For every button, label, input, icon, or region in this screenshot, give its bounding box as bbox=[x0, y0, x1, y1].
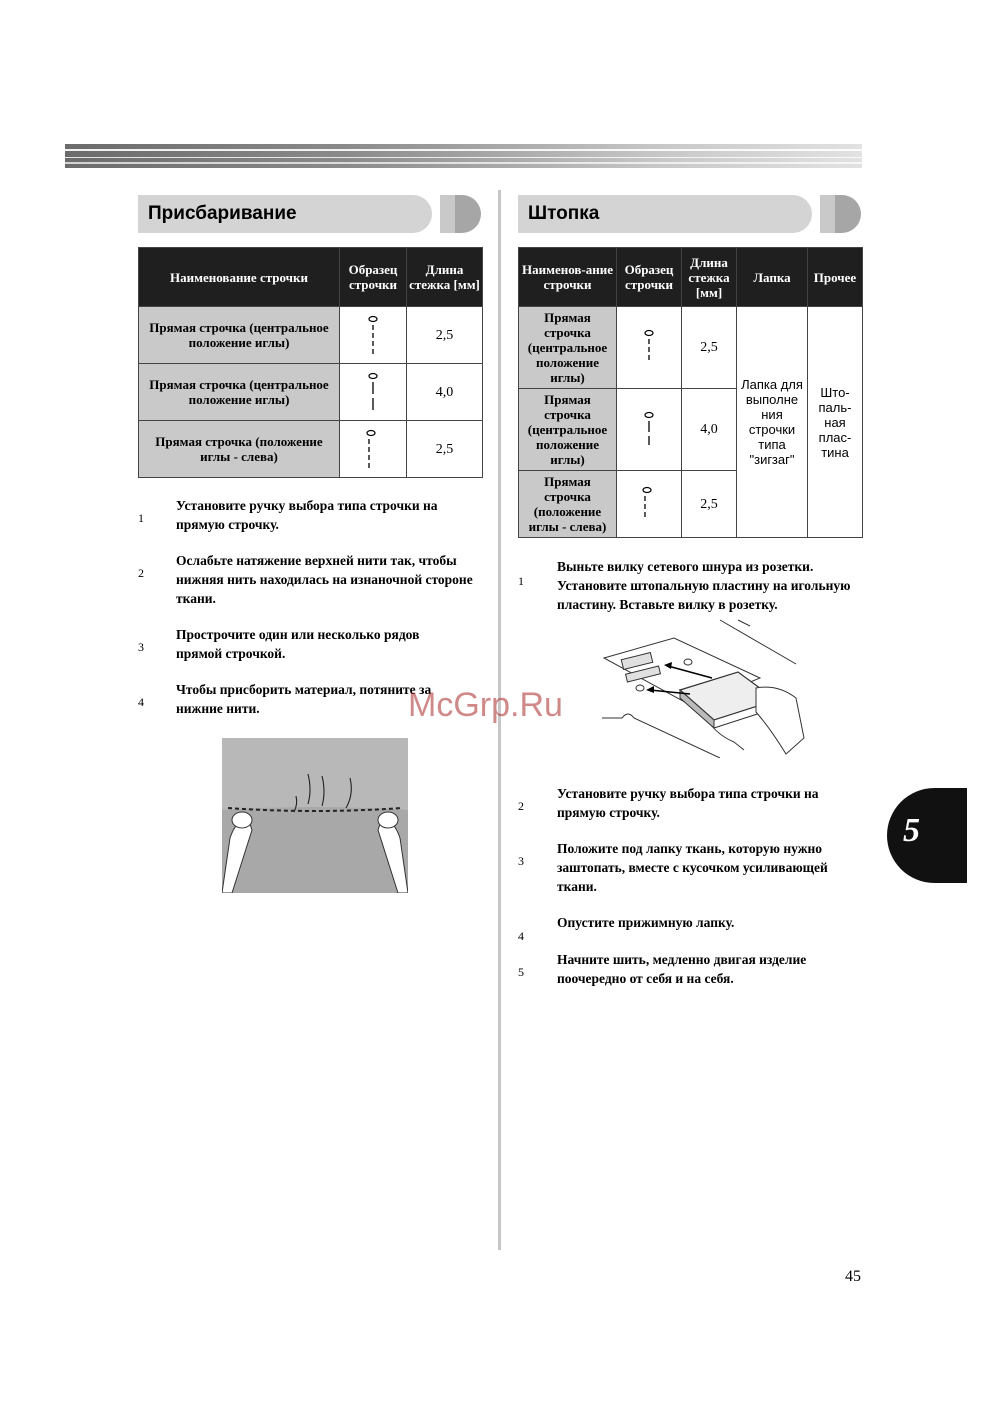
col-header: Длина стежка [мм] bbox=[682, 248, 737, 307]
stitch-table-darning bbox=[518, 247, 863, 538]
straight-stitch-icon bbox=[365, 369, 381, 413]
stitch-sample bbox=[617, 307, 682, 389]
step-text: Ослабьте натяжение верхней нити так, чтобы нижняя нить находилась на изнаночной стороне ткани. bbox=[176, 553, 473, 606]
stitch-length: 4,0 bbox=[682, 389, 737, 471]
stitch-name: Прямая строчка (центральное положение иглы) bbox=[139, 307, 340, 364]
straight-stitch-left-icon bbox=[641, 484, 657, 522]
header-pill-decoration bbox=[455, 195, 481, 233]
stitch-length: 4,0 bbox=[407, 364, 483, 421]
stitch-name: Прямая строчка (центральное положение иглы) bbox=[519, 389, 617, 471]
header-pill-decoration bbox=[835, 195, 861, 233]
header-decoration-bar bbox=[65, 144, 862, 168]
stitch-name: Прямая строчка (положение иглы - слева) bbox=[139, 421, 340, 478]
straight-stitch-icon bbox=[641, 409, 657, 447]
straight-stitch-icon bbox=[641, 327, 657, 365]
stitch-sample bbox=[617, 471, 682, 538]
step-number: 3 bbox=[518, 854, 524, 868]
section-title: Штопка bbox=[528, 203, 600, 224]
step-number: 3 bbox=[138, 640, 144, 654]
step-text: Опустите прижимную лапку. bbox=[557, 915, 735, 930]
chapter-tab bbox=[887, 788, 967, 883]
section-title: Присбаривание bbox=[148, 203, 297, 224]
step-number: 1 bbox=[518, 574, 524, 588]
step-number: 5 bbox=[518, 965, 524, 979]
step-text: Выньте вилку сетевого шнура из розетки. Установите штопальную пластину на игольную пластину. Вставьте вилку в розетку. bbox=[557, 559, 851, 612]
col-header: Образец строчки bbox=[617, 248, 682, 307]
col-header: Длина стежка [мм] bbox=[407, 248, 483, 307]
step-text: Установите ручку выбора типа строчки на прямую строчку. bbox=[557, 786, 819, 820]
step-text: Начните шить, медленно двигая изделие поочередно от себя и на себя. bbox=[557, 952, 807, 986]
page-number: 45 bbox=[845, 1268, 861, 1285]
col-header: Наименование строчки bbox=[139, 248, 340, 307]
other-accessory: Што- паль- ная плас- тина bbox=[808, 307, 863, 538]
darning-plate-illustration bbox=[600, 618, 805, 758]
stitch-length: 2,5 bbox=[407, 307, 483, 364]
section-header-gathering bbox=[138, 195, 432, 233]
step-number: 1 bbox=[138, 511, 144, 525]
step-number: 4 bbox=[138, 695, 144, 709]
section-header-darning bbox=[518, 195, 812, 233]
stitch-name: Прямая строчка (центральное положение иглы) bbox=[139, 364, 340, 421]
gathering-illustration bbox=[222, 738, 408, 893]
col-header: Прочее bbox=[808, 248, 863, 307]
stitch-name: Прямая строчка (положение иглы - слева) bbox=[519, 471, 617, 538]
stitch-sample bbox=[617, 389, 682, 471]
step-text: Положите под лапку ткань, которую нужно заштопать, вместе с кусочком усиливающей ткани. bbox=[557, 841, 828, 894]
col-header: Лапка bbox=[737, 248, 808, 307]
col-header: Образец строчки bbox=[340, 248, 407, 307]
step-text: Прострочите один или несколько рядов прямой строчкой. bbox=[176, 627, 420, 661]
stitch-length: 2,5 bbox=[682, 307, 737, 389]
step-number: 2 bbox=[138, 566, 144, 580]
stitch-length: 2,5 bbox=[682, 471, 737, 538]
straight-stitch-icon bbox=[365, 312, 381, 356]
stitch-sample bbox=[340, 364, 407, 421]
straight-stitch-left-icon bbox=[365, 426, 381, 470]
stitch-table-gathering bbox=[138, 247, 483, 478]
step-text: Установите ручку выбора типа строчки на прямую строчку. bbox=[176, 498, 438, 532]
stitch-name: Прямая строчка (центральное положение иглы) bbox=[519, 307, 617, 389]
col-header: Наименов-ание строчки bbox=[519, 248, 617, 307]
step-number: 4 bbox=[518, 929, 524, 943]
presser-foot: Лапка для выполне ния строчки типа "зигзаг" bbox=[737, 307, 808, 538]
chapter-number: 5 bbox=[903, 812, 920, 849]
stitch-sample bbox=[340, 421, 407, 478]
step-text: Чтобы присборить материал, потяните за нижние нити. bbox=[176, 682, 432, 716]
stitch-sample bbox=[340, 307, 407, 364]
step-number: 2 bbox=[518, 799, 524, 813]
stitch-length: 2,5 bbox=[407, 421, 483, 478]
watermark: McGrp.Ru bbox=[408, 686, 563, 724]
